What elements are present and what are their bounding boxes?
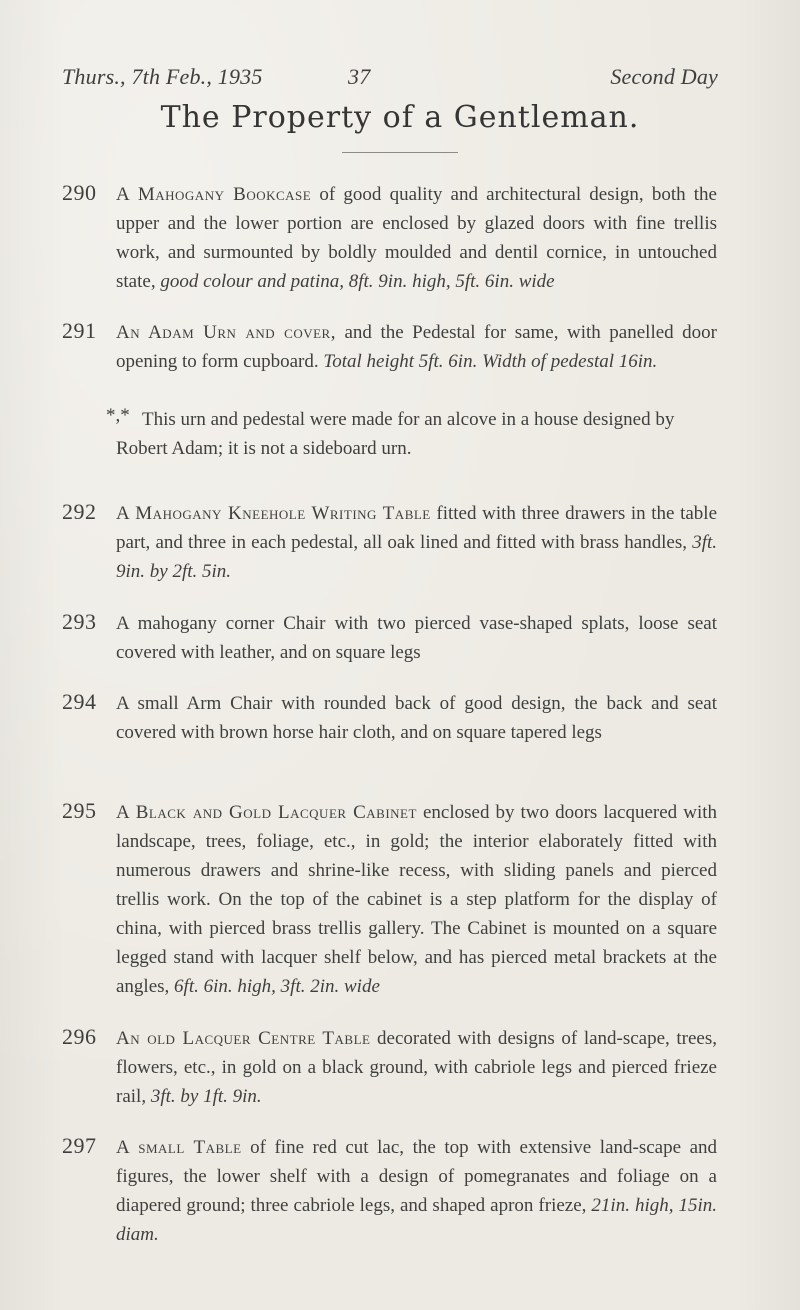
- lot-number: 290: [62, 180, 97, 205]
- lot-heading: A mahogany corner Chair: [116, 613, 326, 634]
- lot-dimensions: good colour and patina, 8ft. 9in. high, 5ft. 6in. wide: [160, 271, 555, 292]
- lot-number: 296: [62, 1024, 97, 1049]
- lot-body: enclosed by two doors lacquered with landscape, trees, foliage, etc., in gold; the interior elaborately fitted with numerous drawers and shrine-like recess, with sliding panels and pierced trellis work. On the top of the cabinet is a step platform for the display of china, with pierced brass trellis gallery. The Cabinet is mounted on a square legged stand with lacquer shelf below, and has pierced metal brackets at the angles,: [116, 802, 717, 997]
- lot-description: [116, 318, 717, 376]
- note-text: This urn and pedestal were made for an alcove in a house designed by Robert Adam; it is not a sideboard urn.: [116, 409, 675, 459]
- lot-body: decorated with designs of land-scape, trees, flowers, etc., in gold on a black ground, with cabriole legs and pierced frieze rail,: [116, 1028, 717, 1107]
- lot-description: [116, 609, 717, 667]
- page-number: 37: [348, 64, 371, 89]
- lot-heading: A small Arm Chair: [116, 693, 273, 714]
- lot-body: fitted with three drawers in the table part, and three in each pedestal, all oak lined and fitted with brass handles,: [116, 503, 717, 553]
- lot-description: [116, 499, 717, 586]
- lot-heading: An Adam Urn and cover,: [116, 322, 336, 343]
- lot-heading: A Mahogany Kneehole Writing Table: [116, 503, 431, 524]
- lot-dimensions: Total height 5ft. 6in. Width of pedestal 16in.: [323, 351, 658, 372]
- lot-description: [116, 1133, 717, 1249]
- lot-number: 295: [62, 798, 97, 823]
- lot-dimensions: 21in. high, 15in. diam.: [116, 1195, 717, 1245]
- lot-body: with two pierced vase-shaped splats, loose seat covered with leather, and on square legs: [116, 613, 717, 663]
- lot-number: 292: [62, 499, 97, 524]
- sale-day: Second Day: [610, 64, 718, 89]
- lot-number: 297: [62, 1133, 97, 1158]
- page-header: [62, 64, 718, 96]
- lot-heading: An old Lacquer Centre Table: [116, 1028, 371, 1049]
- lot-description: [116, 689, 717, 747]
- page-title: The Property of a Gentleman.: [160, 100, 640, 135]
- sale-date: Thurs., 7th Feb., 1935: [62, 64, 263, 89]
- lot-number: 291: [62, 318, 97, 343]
- lot-heading: A Mahogany Bookcase: [116, 184, 312, 205]
- asterism-mark: *,*: [106, 405, 130, 426]
- lot-description: [116, 1024, 717, 1111]
- lot-body: of good quality and architectural design, both the upper and the lower portion are enclosed by glazed doors with fine trellis work, and surmounted by boldly moulded and dentil cornice, in untouched state,: [116, 184, 717, 292]
- lot-body: with rounded back of good design, the back and seat covered with brown horse hair cloth, and on square tapered legs: [116, 693, 717, 743]
- title-divider: [342, 152, 458, 153]
- lot-dimensions: 3ft. by 1ft. 9in.: [150, 1086, 262, 1107]
- lot-body: of fine red cut lac, the top with extensive land-scape and figures, the lower shelf with a design of pomegranates and foliage on a diapered ground; three cabriole legs, and shaped apron frieze,: [116, 1137, 718, 1216]
- lot-description: [116, 180, 717, 296]
- lot-number: 293: [62, 609, 97, 634]
- lot-body: and the Pedestal for same, with panelled door opening to form cupboard.: [116, 322, 718, 372]
- lot-heading: A small Table: [116, 1137, 242, 1158]
- lot-description: [116, 798, 717, 1001]
- lot-number: 294: [62, 689, 97, 714]
- lot-dimensions: 6ft. 6in. high, 3ft. 2in. wide: [174, 976, 380, 997]
- lot-dimensions: 3ft. 9in. by 2ft. 5in.: [116, 532, 717, 582]
- lot-heading: A Black and Gold Lacquer Cabinet: [116, 802, 417, 823]
